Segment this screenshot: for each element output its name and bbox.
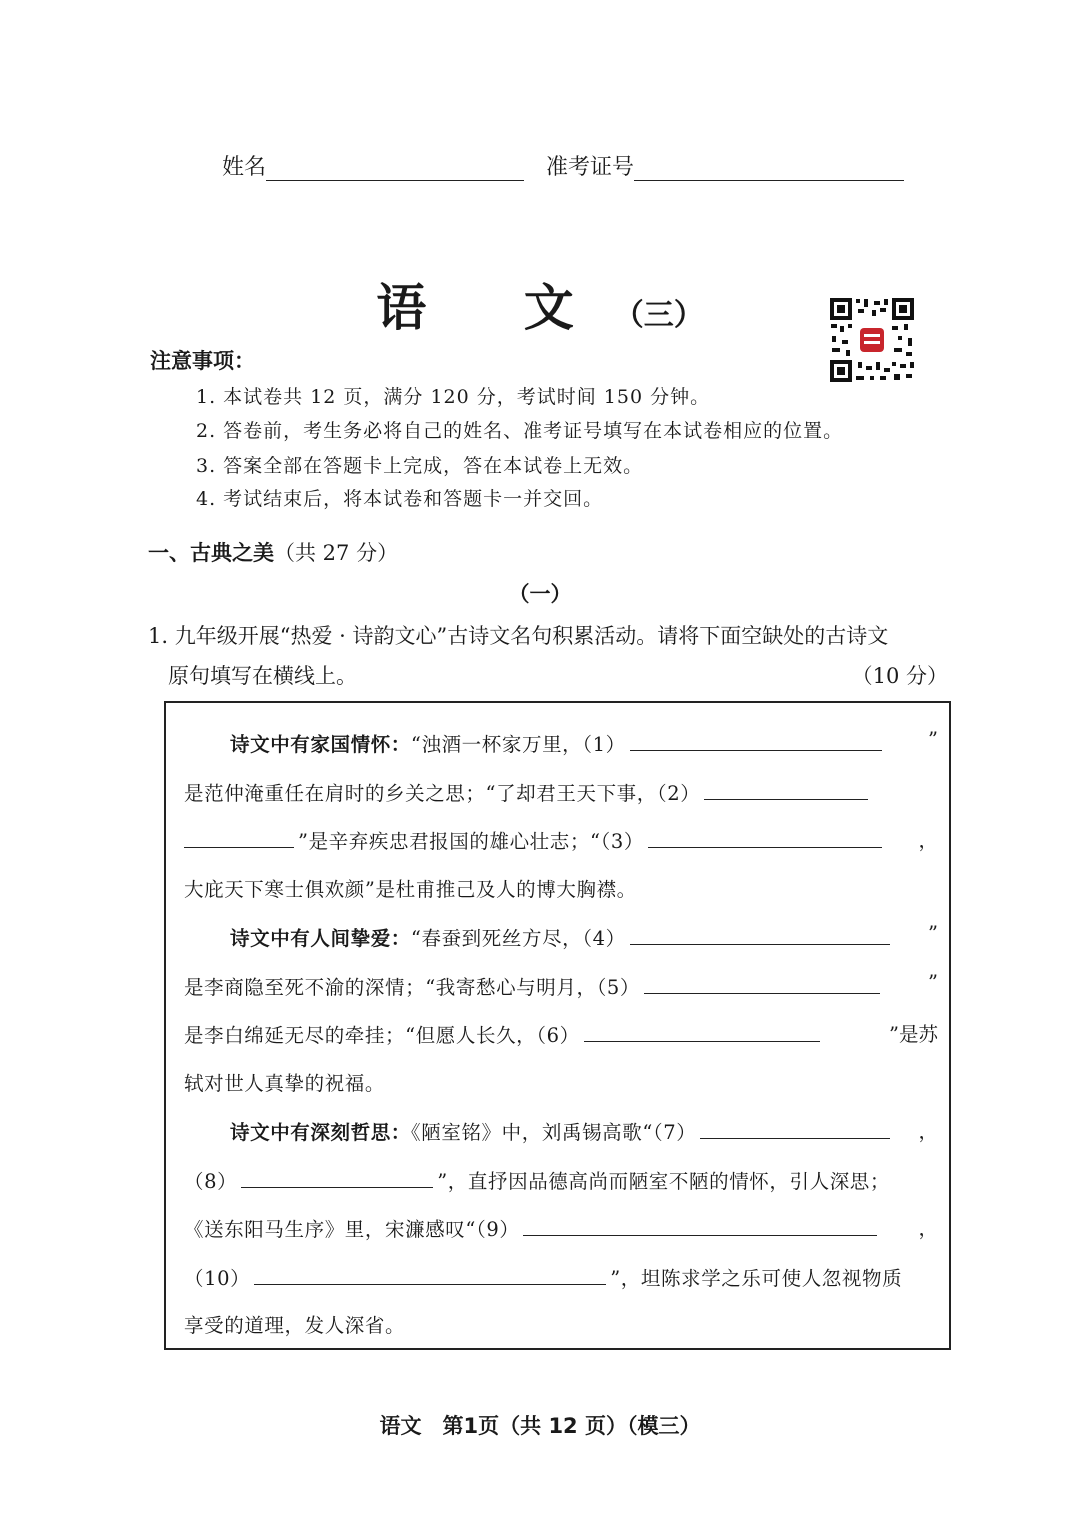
name-underline[interactable] bbox=[266, 152, 524, 181]
question-1-score: （10 分） bbox=[851, 664, 948, 688]
theme-label-philosophy: 诗文中有深刻哲思： bbox=[230, 1121, 411, 1144]
comma-mark: ， bbox=[918, 829, 938, 852]
note-item-1: 1. 本试卷共 12 页，满分 120 分，考试时间 150 分钟。 bbox=[196, 386, 711, 408]
exam-id-field[interactable] bbox=[546, 150, 904, 181]
paper-title bbox=[0, 268, 1080, 340]
blank-2b[interactable] bbox=[184, 825, 294, 848]
theme-label-homeland: 诗文中有家国情怀： bbox=[230, 733, 411, 756]
quote-mark: ”是苏 bbox=[889, 1023, 938, 1046]
subject-title: 语 文 bbox=[376, 278, 614, 337]
part-label: （一） bbox=[508, 582, 572, 606]
box-line-7: 是李白绵延无尽的牵挂；“但愿人长久，（6） bbox=[184, 1019, 824, 1048]
blank-7[interactable] bbox=[700, 1116, 890, 1139]
box-line-4: 大庇天下寒士俱欢颜”是杜甫推己及人的博大胸襟。 bbox=[184, 878, 637, 901]
name-label: 姓名 bbox=[222, 155, 267, 180]
quote-mark: ” bbox=[928, 922, 938, 945]
comma-mark: ， bbox=[918, 1217, 938, 1240]
box-line-1: 诗文中有家国情怀：“浊酒一杯家万里，（1） bbox=[230, 728, 886, 757]
paper-number: （三） bbox=[613, 298, 704, 333]
box-line-5: 诗文中有人间挚爱：“春蚕到死丝方尽，（4） bbox=[230, 922, 894, 951]
blank-1[interactable] bbox=[630, 728, 882, 751]
box-line-13: 享受的道理，发人深省。 bbox=[184, 1314, 406, 1337]
box-line-11: 《送东阳马生序》里，宋濂感叹“（9） bbox=[184, 1213, 881, 1242]
section-title: 一、古典之美 bbox=[148, 541, 274, 565]
blank-9[interactable] bbox=[523, 1213, 877, 1236]
question-1-line-2: 原句填写在横线上。 bbox=[168, 664, 357, 688]
theme-label-love: 诗文中有人间挚爱： bbox=[230, 927, 411, 950]
page-footer: 语文 第1页（共 12 页）（模三） bbox=[379, 1414, 701, 1438]
blank-4[interactable] bbox=[630, 922, 890, 945]
box-line-8: 轼对世人真挚的祝福。 bbox=[184, 1072, 386, 1095]
box-line-3: ”是辛弃疾忠君报国的雄心壮志；“（3） bbox=[184, 825, 886, 854]
blank-10[interactable] bbox=[254, 1262, 606, 1285]
blank-3[interactable] bbox=[648, 825, 882, 848]
note-item-2: 2. 答卷前，考生务必将自己的姓名、准考证号填写在本试卷相应的位置。 bbox=[196, 420, 844, 442]
quote-mark: ” bbox=[928, 971, 938, 994]
name-field[interactable] bbox=[222, 150, 524, 181]
section-points: （共 27 分） bbox=[274, 541, 399, 565]
quote-mark: ” bbox=[928, 728, 938, 751]
exam-id-underline[interactable] bbox=[634, 152, 904, 181]
box-line-6: 是李商隐至死不渝的深情；“我寄愁心与明月，（5） bbox=[184, 971, 884, 1000]
box-line-2: 是范仲淹重任在肩时的乡关之思；“了却君王天下事，（2） bbox=[184, 777, 872, 806]
exam-id-label: 准考证号 bbox=[546, 155, 635, 180]
comma-mark: ， bbox=[918, 1120, 938, 1143]
question-1-line-1: 1. 九年级开展“热爱 · 诗韵文心”古诗文名句积累活动。请将下面空缺处的古诗文 bbox=[148, 624, 889, 648]
blank-2a[interactable] bbox=[704, 777, 868, 800]
blank-6[interactable] bbox=[584, 1019, 820, 1042]
box-line-12: （10） ”，坦陈求学之乐可使人忽视物质 bbox=[184, 1262, 902, 1291]
notes-title: 注意事项： bbox=[150, 349, 255, 373]
note-item-4: 4. 考试结束后，将本试卷和答题卡一并交回。 bbox=[196, 488, 604, 510]
blank-8[interactable] bbox=[241, 1165, 433, 1188]
section-heading bbox=[148, 537, 398, 567]
qr-code-icon bbox=[828, 296, 916, 384]
box-line-9: 诗文中有深刻哲思：《陋室铭》中，刘禹锡高歌“（7） bbox=[230, 1116, 894, 1145]
note-item-3: 3. 答案全部在答题卡上完成，答在本试卷上无效。 bbox=[196, 455, 644, 477]
box-line-10: （8） ”，直抒因品德高尚而陋室不陋的情怀，引人深思； bbox=[184, 1165, 890, 1194]
blank-5[interactable] bbox=[644, 971, 880, 994]
